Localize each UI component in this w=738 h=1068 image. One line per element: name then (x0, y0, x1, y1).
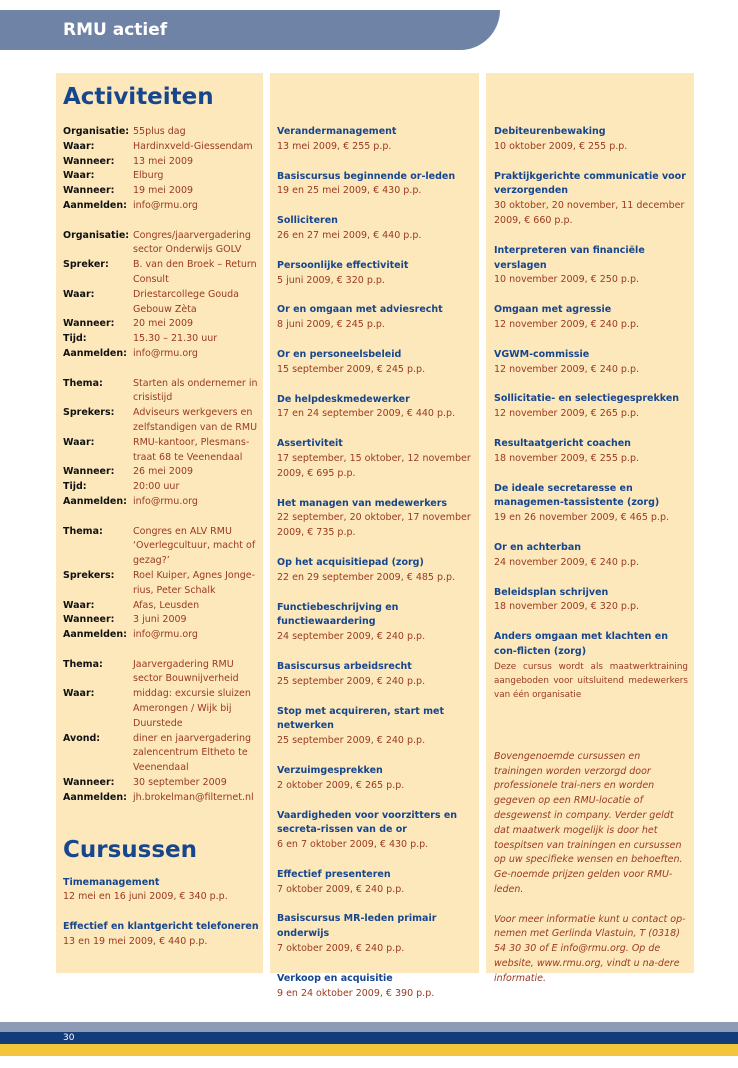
activity-value: Elburg (133, 170, 164, 182)
activity-value: Jaarvergadering RMU sector Bouwnijverheid (133, 658, 239, 685)
course-detail: 24 september 2009, € 240 p.p. (277, 631, 426, 643)
activity-value: 3 juni 2009 (133, 614, 187, 626)
course-title: Basiscursus MR-leden primair onderwijs (277, 913, 437, 940)
course-title: Stop met acquireren, start met netwerken (277, 705, 445, 732)
activity-value: Hardinxveld-Giessendam (133, 140, 253, 152)
activity-label: Thema: (63, 525, 103, 537)
course-detail: Deze cursus wordt als maatwerktraining aangeboden voor uitsluitend medewerkers van één organisatie (494, 661, 688, 700)
activity-value: Driestarcollege Gouda Gebouw Zèta (133, 288, 239, 315)
course-detail: 18 november 2009, € 255 p.p. (494, 452, 639, 464)
course-item (494, 482, 688, 526)
activity-label: Wanneer: (63, 777, 115, 789)
activity-row (63, 140, 263, 155)
course-item (277, 437, 473, 481)
activity-label: Wanneer: (63, 466, 115, 478)
activity-value: Starten als ondernemer in crisistijd (133, 377, 258, 404)
course-detail: 25 september 2009, € 240 p.p. (277, 735, 426, 747)
activity-label: Sprekers: (63, 407, 115, 419)
activity-row (63, 288, 263, 318)
course-title: VGWM-commissie (494, 348, 590, 360)
course-detail: 12 mei en 16 juni 2009, € 340 p.p. (63, 891, 228, 903)
activity-label: Waar: (63, 140, 95, 152)
activity-row (63, 155, 263, 170)
course-detail: 17 en 24 september 2009, € 440 p.p. (277, 408, 456, 420)
course-title: Effectief en klantgericht telefoneren (63, 921, 259, 933)
page-number: 30 (63, 1033, 75, 1043)
course-detail: 8 juni 2009, € 245 p.p. (277, 319, 385, 331)
course-item (494, 437, 688, 467)
course-detail: 19 en 25 mei 2009, € 430 p.p. (277, 185, 422, 197)
activity-label: Waar: (63, 599, 95, 611)
activity-label: Sprekers: (63, 569, 115, 581)
activity-value: Roel Kuiper, Agnes Jonge-rius, Peter Schalk (133, 569, 256, 596)
course-item (277, 170, 473, 200)
course-item (494, 392, 688, 422)
activity-label: Wanneer: (63, 614, 115, 626)
course-title: Or en personeelsbeleid (277, 348, 402, 360)
activity-row (63, 347, 263, 362)
activity-value: jh.brokelman@filternet.nl (133, 791, 254, 803)
activity-value: 20 mei 2009 (133, 318, 194, 330)
note-text-1: Bovengenoemde cursussen en trainingen worden verzorgd door professionele trai-ners en worden gegeven op een RMU-locatie of desgewenst in company. Verder geldt dat maatwerk mogelijk is door het toespitsen van trainingen en cursussen op uw specifieke wensen en behoeften. Ge-noemde prijzen gelden voor RMU-leden. (494, 750, 683, 895)
course-list-2 (277, 125, 473, 1001)
course-title: Functiebeschrijving en functiewaardering (277, 601, 399, 628)
activity-list (63, 125, 263, 806)
course-detail: 18 november 2009, € 320 p.p. (494, 601, 639, 613)
course-title: Verzuimgesprekken (277, 764, 383, 776)
course-item (277, 348, 473, 378)
activity-row (63, 495, 263, 510)
course-title: Basiscursus beginnende or-leden (277, 170, 456, 182)
course-title: Interpreteren van financiële verslagen (494, 244, 645, 271)
activity-label: Aanmelden: (63, 495, 127, 507)
activity-row (63, 732, 263, 776)
footer-band-dark (0, 1032, 738, 1044)
activity-label: Aanmelden: (63, 791, 127, 803)
course-detail: 7 oktober 2009, € 240 p.p. (277, 943, 405, 955)
activity-label: Tijd: (63, 333, 87, 345)
course-item (277, 601, 473, 645)
course-detail: 10 oktober 2009, € 255 p.p. (494, 140, 628, 152)
column-courses-2 (270, 73, 479, 999)
activity-value: info@rmu.org (133, 629, 198, 641)
course-item (494, 125, 688, 155)
activity-row (63, 184, 263, 199)
course-title: De helpdeskmedewerker (277, 393, 410, 405)
activity-label: Waar: (63, 436, 95, 448)
course-detail: 2 oktober 2009, € 265 p.p. (277, 779, 405, 791)
activity-value: Congres/jaarvergadering sector Onderwijs GOLV (133, 229, 251, 256)
activity-label: Spreker: (63, 259, 109, 271)
activity-value: Afas, Leusden (133, 599, 200, 611)
course-item (277, 125, 473, 155)
course-item (494, 303, 688, 333)
spacer (63, 643, 263, 658)
course-title: Anders omgaan met klachten en con-flicten (zorg) (494, 631, 668, 657)
course-item (277, 912, 473, 956)
course-item (494, 170, 688, 229)
activity-value: info@rmu.org (133, 495, 198, 507)
course-item (277, 809, 473, 853)
course-item (277, 556, 473, 586)
course-detail: 22 september, 20 oktober, 17 november 2009, € 735 p.p. (277, 512, 471, 539)
course-item (277, 972, 473, 1002)
activity-row (63, 569, 263, 599)
course-item (277, 259, 473, 289)
activity-label: Aanmelden: (63, 629, 127, 641)
activity-value: 19 mei 2009 (133, 185, 194, 197)
activity-row (63, 599, 263, 614)
course-item (277, 393, 473, 423)
activity-label: Organisatie: (63, 126, 130, 137)
course-item (494, 586, 688, 616)
column-courses-3 (486, 73, 694, 984)
course-title: Omgaan met agressie (494, 304, 612, 316)
course-detail: 19 en 26 november 2009, € 465 p.p. (494, 512, 669, 524)
activity-value: 55plus dag (133, 126, 186, 137)
activity-label: Waar: (63, 688, 95, 700)
course-title: Solliciteren (277, 215, 338, 227)
course-detail: 26 en 27 mei 2009, € 440 p.p. (277, 229, 422, 241)
course-list-1 (63, 876, 263, 950)
activity-row (63, 525, 263, 569)
course-title: Persoonlijke effectiviteit (277, 259, 409, 271)
course-detail: 13 mei 2009, € 255 p.p. (277, 140, 392, 152)
course-title: Or en omgaan met adviesrecht (277, 304, 443, 316)
course-title: Resultaatgericht coachen (494, 437, 631, 449)
course-detail: 7 oktober 2009, € 240 p.p. (277, 883, 405, 895)
activity-label: Thema: (63, 658, 103, 670)
course-detail: 15 september 2009, € 245 p.p. (277, 363, 426, 375)
activity-row (63, 125, 263, 140)
course-detail: 9 en 24 oktober 2009, € 390 p.p. (277, 987, 435, 999)
activity-row (63, 791, 263, 806)
heading-activities: Activiteiten (63, 84, 214, 110)
activity-row (63, 258, 263, 288)
activity-row (63, 199, 263, 214)
activity-value: B. van den Broek – Return Consult (133, 259, 257, 285)
activity-label: Wanneer: (63, 318, 115, 330)
course-detail: 17 september, 15 oktober, 12 november 2009, € 695 p.p. (277, 452, 471, 479)
activity-row (63, 436, 263, 466)
course-title: Verkoop en acquisitie (277, 972, 393, 984)
activity-row (63, 628, 263, 643)
activity-label: Organisatie: (63, 229, 130, 241)
activity-row (63, 406, 263, 436)
activity-value: Congres en ALV RMU ‘Overlegcultuur, macht of gezag?’ (133, 525, 256, 567)
course-title: Sollicitatie- en selectiegesprekken (494, 393, 680, 405)
activity-value: middag: excursie sluizen Amerongen / Wijk bij Duurstede (133, 688, 251, 729)
activity-value: info@rmu.org (133, 347, 198, 359)
course-title: Vaardigheden voor voorzitters en secreta-rissen van de or (277, 809, 458, 836)
course-list-3 (494, 125, 688, 702)
activity-row (63, 169, 263, 184)
course-item (63, 920, 263, 950)
activity-value: 20:00 uur (133, 481, 180, 493)
activity-label: Tijd: (63, 481, 87, 493)
heading-courses: Cursussen (63, 836, 198, 863)
course-detail: 12 november 2009, € 240 p.p. (494, 318, 639, 330)
activity-label: Waar: (63, 170, 95, 182)
course-item (277, 764, 473, 794)
activity-value: 15.30 – 21.30 uur (133, 333, 218, 345)
note-text-2: Voor meer informatie kunt u contact op-nemen met Gerlinda Vlastuin, T (0318) 54 30 30 of E info@rmu.org. Op de website, www.rmu.org, vindt u na-dere informatie. (494, 913, 686, 984)
course-title: Op het acquisitiepad (zorg) (277, 556, 424, 568)
course-item (277, 497, 473, 541)
course-item (63, 876, 263, 906)
course-detail: 24 november 2009, € 240 p.p. (494, 556, 639, 568)
course-title: Basiscursus arbeidsrecht (277, 660, 412, 672)
course-item (277, 214, 473, 244)
section-title: RMU actief (63, 20, 168, 40)
course-title: Beleidsplan schrijven (494, 586, 609, 598)
info-note (494, 750, 688, 987)
course-title: Debiteurenbewaking (494, 126, 606, 137)
activity-row (63, 480, 263, 495)
activity-row (63, 658, 263, 688)
section-header (0, 10, 500, 50)
course-title: Or en achterban (494, 541, 582, 553)
column-activities (56, 73, 263, 973)
activity-row (63, 776, 263, 791)
activity-label: Avond: (63, 732, 101, 744)
spacer (63, 510, 263, 525)
course-title: De ideale secretaresse en managemen-tassistente (zorg) (494, 482, 660, 509)
activity-row (63, 332, 263, 347)
course-detail: 22 en 29 september 2009, € 485 p.p. (277, 571, 456, 583)
activity-label: Wanneer: (63, 185, 115, 197)
course-item (277, 660, 473, 690)
course-item (494, 244, 688, 288)
course-detail: 5 juni 2009, € 320 p.p. (277, 274, 385, 286)
activity-value: 13 mei 2009 (133, 155, 194, 167)
activity-label: Wanneer: (63, 155, 115, 167)
activity-row (63, 377, 263, 407)
course-item (277, 868, 473, 898)
course-title: Assertiviteit (277, 438, 343, 450)
activity-value: RMU-kantoor, Plesmans-traat 68 te Veenendaal (133, 436, 250, 463)
activity-value: diner en jaarvergadering zalencentrum Eltheto te Veenendaal (133, 732, 252, 774)
course-detail: 12 november 2009, € 265 p.p. (494, 408, 639, 420)
course-detail: 25 september 2009, € 240 p.p. (277, 675, 426, 687)
course-detail: 30 oktober, 20 november, 11 december 2009, € 660 p.p. (494, 200, 685, 226)
course-item (277, 303, 473, 333)
course-title: Praktijkgerichte communicatie voor verzorgenden (494, 170, 686, 197)
footer-band-yellow (0, 1044, 738, 1056)
activity-row (63, 687, 263, 731)
activity-value: 30 september 2009 (133, 777, 227, 789)
course-detail: 13 en 19 mei 2009, € 440 p.p. (63, 936, 208, 948)
course-item (277, 705, 473, 749)
course-title: Effectief presenteren (277, 868, 391, 880)
activity-value: Adviseurs werkgevers en zelfstandigen van de RMU (133, 407, 258, 433)
course-title: Het managen van medewerkers (277, 497, 448, 509)
course-title: Verandermanagement (277, 126, 397, 137)
course-detail: 10 november 2009, € 250 p.p. (494, 274, 639, 286)
spacer (63, 214, 263, 229)
activity-label: Aanmelden: (63, 199, 127, 211)
activity-label: Waar: (63, 288, 95, 300)
activity-row (63, 613, 263, 628)
course-item (494, 348, 688, 378)
activity-row (63, 465, 263, 480)
activity-value: info@rmu.org (133, 199, 198, 211)
activity-value: 26 mei 2009 (133, 466, 194, 478)
activity-row (63, 229, 263, 259)
course-detail: 6 en 7 oktober 2009, € 430 p.p. (277, 839, 429, 851)
course-item (494, 541, 688, 571)
course-item (494, 630, 688, 702)
activity-label: Thema: (63, 377, 103, 389)
spacer (63, 362, 263, 377)
activity-row (63, 317, 263, 332)
footer-band-light (0, 1022, 738, 1032)
activity-label: Aanmelden: (63, 347, 127, 359)
course-title: Timemanagement (63, 876, 160, 888)
course-detail: 12 november 2009, € 240 p.p. (494, 363, 639, 375)
